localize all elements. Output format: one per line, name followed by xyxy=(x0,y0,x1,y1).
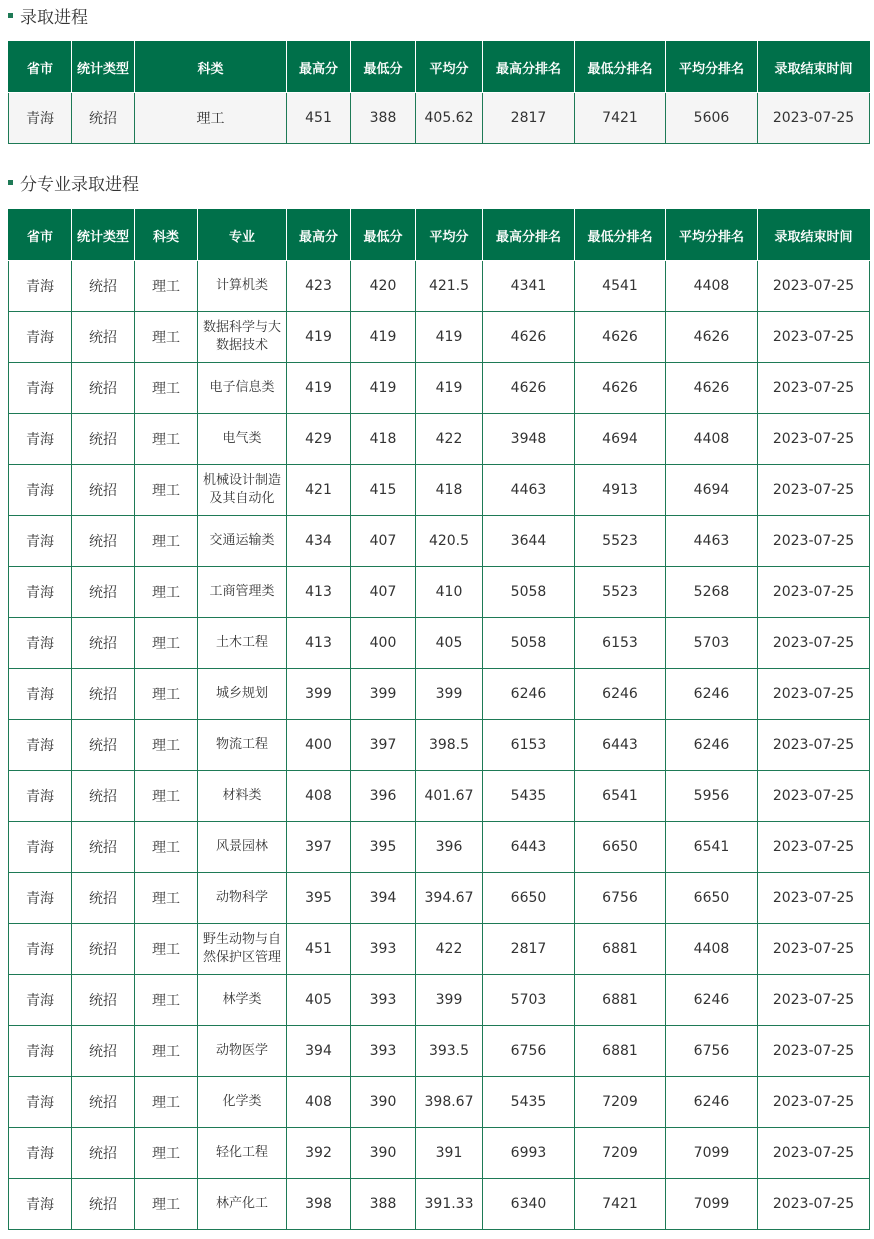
table-cell: 统招 xyxy=(72,822,135,873)
table-cell: 理工 xyxy=(135,312,198,363)
table-cell: 青海 xyxy=(9,873,72,924)
table-cell: 青海 xyxy=(9,1179,72,1230)
table-row xyxy=(9,465,870,516)
table-cell: 419 xyxy=(287,363,351,414)
table-cell: 理工 xyxy=(135,567,198,618)
table-cell: 5058 xyxy=(483,567,575,618)
table-cell: 405 xyxy=(287,975,351,1026)
column-header: 平均分排名 xyxy=(666,42,758,93)
table-cell: 396 xyxy=(351,771,416,822)
table-cell: 4463 xyxy=(666,516,758,567)
table-cell: 4626 xyxy=(666,363,758,414)
column-header: 统计类型 xyxy=(72,42,135,93)
table-cell: 6443 xyxy=(483,822,575,873)
table-cell: 统招 xyxy=(72,975,135,1026)
column-header: 最低分排名 xyxy=(575,42,666,93)
table-cell: 6153 xyxy=(575,618,666,669)
table-cell: 理工 xyxy=(135,618,198,669)
table-row xyxy=(9,618,870,669)
table-cell: 405.62 xyxy=(416,93,483,144)
table-cell: 材料类 xyxy=(198,771,287,822)
table-cell: 理工 xyxy=(135,465,198,516)
table-cell: 415 xyxy=(351,465,416,516)
table-cell: 理工 xyxy=(135,93,287,144)
table-cell: 6246 xyxy=(666,975,758,1026)
table-cell: 2023-07-25 xyxy=(758,822,870,873)
table-row xyxy=(9,924,870,975)
table-cell: 6246 xyxy=(666,720,758,771)
table-cell: 交通运输类 xyxy=(198,516,287,567)
table-cell: 青海 xyxy=(9,567,72,618)
table-row xyxy=(9,771,870,822)
table-cell: 统招 xyxy=(72,618,135,669)
column-header: 省市 xyxy=(9,42,72,93)
column-header: 专业 xyxy=(198,210,287,261)
table-cell: 2023-07-25 xyxy=(758,312,870,363)
table-cell: 388 xyxy=(351,93,416,144)
table-cell: 451 xyxy=(287,924,351,975)
table-row xyxy=(9,873,870,924)
table-cell: 青海 xyxy=(9,924,72,975)
table-cell: 5703 xyxy=(483,975,575,1026)
table-cell: 物流工程 xyxy=(198,720,287,771)
table-cell: 2023-07-25 xyxy=(758,669,870,720)
table-cell: 2023-07-25 xyxy=(758,1179,870,1230)
table-cell: 4626 xyxy=(483,312,575,363)
table-cell: 青海 xyxy=(9,975,72,1026)
table-cell: 421.5 xyxy=(416,261,483,312)
table-cell: 6756 xyxy=(666,1026,758,1077)
table-cell: 400 xyxy=(351,618,416,669)
table-cell: 407 xyxy=(351,516,416,567)
table-cell: 理工 xyxy=(135,669,198,720)
table-cell: 6246 xyxy=(483,669,575,720)
column-header: 录取结束时间 xyxy=(758,210,870,261)
table-cell: 野生动物与自然保护区管理 xyxy=(198,924,287,975)
column-header: 平均分 xyxy=(416,42,483,93)
column-header: 平均分排名 xyxy=(666,210,758,261)
table-cell: 394 xyxy=(351,873,416,924)
table-cell: 理工 xyxy=(135,873,198,924)
section-title-text: 分专业录取进程 xyxy=(20,174,139,195)
table-cell: 393 xyxy=(351,924,416,975)
table-cell: 6541 xyxy=(575,771,666,822)
table-cell: 工商管理类 xyxy=(198,567,287,618)
table-cell: 城乡规划 xyxy=(198,669,287,720)
table-cell: 青海 xyxy=(9,618,72,669)
table-cell: 理工 xyxy=(135,720,198,771)
table-cell: 422 xyxy=(416,414,483,465)
table-cell: 4626 xyxy=(575,363,666,414)
table-cell: 2817 xyxy=(483,924,575,975)
column-header: 平均分 xyxy=(416,210,483,261)
table-cell: 6881 xyxy=(575,924,666,975)
table-cell: 391.33 xyxy=(416,1179,483,1230)
table-cell: 396 xyxy=(416,822,483,873)
table-row xyxy=(9,1179,870,1230)
table-row xyxy=(9,414,870,465)
table-cell: 2023-07-25 xyxy=(758,618,870,669)
table-cell: 统招 xyxy=(72,567,135,618)
table-cell: 419 xyxy=(351,312,416,363)
table-cell: 2023-07-25 xyxy=(758,93,870,144)
table-cell: 397 xyxy=(287,822,351,873)
table-header-row xyxy=(9,210,870,261)
column-header: 最低分排名 xyxy=(575,210,666,261)
table-cell: 理工 xyxy=(135,975,198,1026)
table-row xyxy=(9,822,870,873)
table-cell: 4694 xyxy=(575,414,666,465)
table-cell: 青海 xyxy=(9,312,72,363)
table-cell: 计算机类 xyxy=(198,261,287,312)
table-cell: 418 xyxy=(351,414,416,465)
table-cell: 理工 xyxy=(135,516,198,567)
table-cell: 4626 xyxy=(483,363,575,414)
table-cell: 7421 xyxy=(575,93,666,144)
table-cell: 420 xyxy=(351,261,416,312)
table-cell: 统招 xyxy=(72,924,135,975)
column-header: 最高分 xyxy=(287,210,351,261)
table-cell: 2817 xyxy=(483,93,575,144)
table-cell: 6650 xyxy=(483,873,575,924)
table-cell: 423 xyxy=(287,261,351,312)
table-row xyxy=(9,363,870,414)
table-cell: 电子信息类 xyxy=(198,363,287,414)
table-cell: 数据科学与大数据技术 xyxy=(198,312,287,363)
table-cell: 5435 xyxy=(483,771,575,822)
table-row xyxy=(9,261,870,312)
table-cell: 统招 xyxy=(72,669,135,720)
table-cell: 4626 xyxy=(575,312,666,363)
table-cell: 6756 xyxy=(483,1026,575,1077)
table-cell: 418 xyxy=(416,465,483,516)
table-cell: 统招 xyxy=(72,771,135,822)
table-cell: 理工 xyxy=(135,414,198,465)
table-cell: 5703 xyxy=(666,618,758,669)
table-cell: 388 xyxy=(351,1179,416,1230)
table-cell: 统招 xyxy=(72,312,135,363)
table-cell: 4408 xyxy=(666,261,758,312)
table-cell: 393 xyxy=(351,975,416,1026)
table-cell: 6650 xyxy=(666,873,758,924)
table-row xyxy=(9,720,870,771)
table-cell: 7099 xyxy=(666,1179,758,1230)
table-cell: 6881 xyxy=(575,975,666,1026)
table-row xyxy=(9,1128,870,1179)
column-header: 最低分 xyxy=(351,42,416,93)
table-cell: 动物科学 xyxy=(198,873,287,924)
table-cell: 5058 xyxy=(483,618,575,669)
table-cell: 434 xyxy=(287,516,351,567)
table-cell: 5523 xyxy=(575,567,666,618)
table-row xyxy=(9,669,870,720)
table-cell: 青海 xyxy=(9,720,72,771)
table-cell: 青海 xyxy=(9,822,72,873)
section-title-admission-progress xyxy=(8,2,88,28)
table-cell: 2023-07-25 xyxy=(758,261,870,312)
table-cell: 4408 xyxy=(666,924,758,975)
table-cell: 5268 xyxy=(666,567,758,618)
table-cell: 419 xyxy=(287,312,351,363)
table-cell: 421 xyxy=(287,465,351,516)
table-cell: 422 xyxy=(416,924,483,975)
column-header: 最低分 xyxy=(351,210,416,261)
table-cell: 451 xyxy=(287,93,351,144)
table-cell: 6246 xyxy=(666,1077,758,1128)
table-cell: 2023-07-25 xyxy=(758,516,870,567)
table-cell: 395 xyxy=(287,873,351,924)
table-cell: 统招 xyxy=(72,261,135,312)
table-cell: 青海 xyxy=(9,93,72,144)
table-cell: 7209 xyxy=(575,1128,666,1179)
column-header: 科类 xyxy=(135,42,287,93)
table-cell: 统招 xyxy=(72,1128,135,1179)
table-cell: 420.5 xyxy=(416,516,483,567)
table-cell: 6993 xyxy=(483,1128,575,1179)
table-cell: 5606 xyxy=(666,93,758,144)
table-cell: 394 xyxy=(287,1026,351,1077)
table-cell: 2023-07-25 xyxy=(758,975,870,1026)
table-row xyxy=(9,975,870,1026)
table-cell: 5435 xyxy=(483,1077,575,1128)
table-cell: 5956 xyxy=(666,771,758,822)
table-cell: 399 xyxy=(416,669,483,720)
column-header: 最高分排名 xyxy=(483,42,575,93)
table-row xyxy=(9,567,870,618)
table-cell: 399 xyxy=(287,669,351,720)
table-cell: 青海 xyxy=(9,363,72,414)
table-cell: 统招 xyxy=(72,1077,135,1128)
table-cell: 7209 xyxy=(575,1077,666,1128)
table-cell: 419 xyxy=(351,363,416,414)
table-cell: 397 xyxy=(351,720,416,771)
table-cell: 统招 xyxy=(72,1026,135,1077)
table-cell: 2023-07-25 xyxy=(758,363,870,414)
table-cell: 理工 xyxy=(135,771,198,822)
table-cell: 392 xyxy=(287,1128,351,1179)
table-cell: 2023-07-25 xyxy=(758,1026,870,1077)
table-cell: 统招 xyxy=(72,720,135,771)
table-row xyxy=(9,1026,870,1077)
table-cell: 机械设计制造及其自动化 xyxy=(198,465,287,516)
table-cell: 林学类 xyxy=(198,975,287,1026)
table-cell: 2023-07-25 xyxy=(758,771,870,822)
table-cell: 408 xyxy=(287,771,351,822)
table-cell: 6650 xyxy=(575,822,666,873)
table-cell: 6246 xyxy=(666,669,758,720)
table-cell: 2023-07-25 xyxy=(758,873,870,924)
table-cell: 理工 xyxy=(135,924,198,975)
table-cell: 3644 xyxy=(483,516,575,567)
table-cell: 4913 xyxy=(575,465,666,516)
table-cell: 轻化工程 xyxy=(198,1128,287,1179)
table-cell: 2023-07-25 xyxy=(758,1128,870,1179)
table-cell: 400 xyxy=(287,720,351,771)
table-cell: 4694 xyxy=(666,465,758,516)
table-cell: 统招 xyxy=(72,414,135,465)
table-cell: 6881 xyxy=(575,1026,666,1077)
table-cell: 429 xyxy=(287,414,351,465)
table-cell: 393.5 xyxy=(416,1026,483,1077)
table-cell: 2023-07-25 xyxy=(758,414,870,465)
section-title-text: 录取进程 xyxy=(20,7,88,28)
table-cell: 6153 xyxy=(483,720,575,771)
table-row xyxy=(9,516,870,567)
table-cell: 理工 xyxy=(135,1077,198,1128)
table-cell: 青海 xyxy=(9,669,72,720)
table-cell: 3948 xyxy=(483,414,575,465)
section-bullet-icon xyxy=(8,13,13,18)
table-cell: 4408 xyxy=(666,414,758,465)
table-cell: 6340 xyxy=(483,1179,575,1230)
table-cell: 407 xyxy=(351,567,416,618)
column-header: 省市 xyxy=(9,210,72,261)
column-header: 最高分排名 xyxy=(483,210,575,261)
section-title-major-progress xyxy=(8,169,139,195)
table-row xyxy=(9,1077,870,1128)
table-row xyxy=(9,312,870,363)
table-cell: 413 xyxy=(287,567,351,618)
table-cell: 理工 xyxy=(135,1026,198,1077)
column-header: 录取结束时间 xyxy=(758,42,870,93)
table-cell: 413 xyxy=(287,618,351,669)
table-cell: 统招 xyxy=(72,465,135,516)
table-cell: 统招 xyxy=(72,516,135,567)
table-cell: 6443 xyxy=(575,720,666,771)
table-cell: 土木工程 xyxy=(198,618,287,669)
table-cell: 390 xyxy=(351,1128,416,1179)
section-bullet-icon xyxy=(8,180,13,185)
table-cell: 统招 xyxy=(72,873,135,924)
table-cell: 2023-07-25 xyxy=(758,567,870,618)
table-cell: 林产化工 xyxy=(198,1179,287,1230)
table-cell: 统招 xyxy=(72,93,135,144)
table-cell: 6756 xyxy=(575,873,666,924)
table-cell: 青海 xyxy=(9,1077,72,1128)
table-cell: 401.67 xyxy=(416,771,483,822)
column-header: 最高分 xyxy=(287,42,351,93)
table-cell: 398.67 xyxy=(416,1077,483,1128)
table-cell: 4541 xyxy=(575,261,666,312)
table-cell: 4341 xyxy=(483,261,575,312)
table-cell: 399 xyxy=(416,975,483,1026)
table-cell: 398 xyxy=(287,1179,351,1230)
table-cell: 化学类 xyxy=(198,1077,287,1128)
table-cell: 理工 xyxy=(135,261,198,312)
table-cell: 青海 xyxy=(9,516,72,567)
table-cell: 390 xyxy=(351,1077,416,1128)
table-cell: 统招 xyxy=(72,1179,135,1230)
table-cell: 青海 xyxy=(9,261,72,312)
admission-summary-table xyxy=(8,41,870,144)
major-admission-table xyxy=(8,209,870,1230)
table-cell: 395 xyxy=(351,822,416,873)
table-cell: 风景园林 xyxy=(198,822,287,873)
table-cell: 399 xyxy=(351,669,416,720)
table-cell: 理工 xyxy=(135,363,198,414)
table-cell: 理工 xyxy=(135,822,198,873)
table-cell: 电气类 xyxy=(198,414,287,465)
table-cell: 理工 xyxy=(135,1128,198,1179)
table-cell: 394.67 xyxy=(416,873,483,924)
table-cell: 青海 xyxy=(9,771,72,822)
table-cell: 7099 xyxy=(666,1128,758,1179)
table-cell: 405 xyxy=(416,618,483,669)
table-cell: 理工 xyxy=(135,1179,198,1230)
table-cell: 6246 xyxy=(575,669,666,720)
column-header: 科类 xyxy=(135,210,198,261)
table-cell: 青海 xyxy=(9,1128,72,1179)
table-cell: 4463 xyxy=(483,465,575,516)
table-cell: 统招 xyxy=(72,363,135,414)
table-cell: 2023-07-25 xyxy=(758,924,870,975)
table-cell: 青海 xyxy=(9,465,72,516)
table-cell: 动物医学 xyxy=(198,1026,287,1077)
table-cell: 408 xyxy=(287,1077,351,1128)
table-cell: 398.5 xyxy=(416,720,483,771)
table-cell: 393 xyxy=(351,1026,416,1077)
table-cell: 7421 xyxy=(575,1179,666,1230)
table-cell: 419 xyxy=(416,312,483,363)
column-header: 统计类型 xyxy=(72,210,135,261)
table-cell: 6541 xyxy=(666,822,758,873)
table-cell: 2023-07-25 xyxy=(758,720,870,771)
table-cell: 青海 xyxy=(9,414,72,465)
table-cell: 5523 xyxy=(575,516,666,567)
table-cell: 419 xyxy=(416,363,483,414)
table-cell: 391 xyxy=(416,1128,483,1179)
table-cell: 410 xyxy=(416,567,483,618)
table-cell: 2023-07-25 xyxy=(758,465,870,516)
table-cell: 青海 xyxy=(9,1026,72,1077)
table-row xyxy=(9,93,870,144)
table-cell: 2023-07-25 xyxy=(758,1077,870,1128)
table-cell: 4626 xyxy=(666,312,758,363)
table-header-row xyxy=(9,42,870,93)
